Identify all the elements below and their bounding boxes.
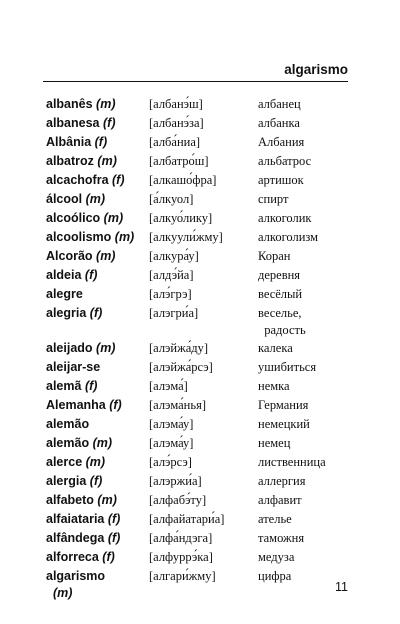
entry-transcription: [албанэ́за] xyxy=(149,116,204,130)
entry-row xyxy=(46,416,356,435)
entry-word: alcachofra xyxy=(46,173,109,187)
entry-translation: артишок xyxy=(258,173,304,187)
entry-transcription: [алэма́нья] xyxy=(149,398,206,412)
entry-row xyxy=(46,134,356,153)
entry-row xyxy=(46,454,356,473)
entry-transcription: [алэйжа́ду] xyxy=(149,341,209,355)
entry-translation: деревня xyxy=(258,268,301,282)
entry-row xyxy=(46,435,356,454)
entry-word: álcool xyxy=(46,192,83,206)
entry-row xyxy=(46,359,356,378)
entry-row xyxy=(46,153,356,172)
entry-translation: албанец xyxy=(258,97,301,111)
entry-translation: веселье, xyxy=(258,306,302,320)
entry-gender: (f) xyxy=(109,398,122,412)
entry-transcription: [алэма́у] xyxy=(149,436,194,450)
entry-gender: (m) xyxy=(96,341,116,355)
entry-row xyxy=(46,473,356,492)
entry-word: alfaiataria xyxy=(46,512,105,526)
entry-word: alemão xyxy=(46,436,90,450)
entry-translation: калека xyxy=(258,341,293,355)
entry-gender: (m) xyxy=(92,436,113,450)
entry-row xyxy=(46,549,356,568)
entry-transcription: [албатро́ш] xyxy=(149,154,209,168)
entry-gender: (f) xyxy=(84,379,98,393)
entry-translation: Албания xyxy=(258,135,305,149)
entry-translation: ушибиться xyxy=(258,360,317,374)
running-header: algarismo xyxy=(284,62,348,77)
entry-transcription: [алкура́у] xyxy=(149,249,199,263)
entry-row xyxy=(46,378,356,397)
entry-translation: ателье xyxy=(258,512,292,526)
entry-gender: (m) xyxy=(97,493,117,507)
entry-transcription: [алфайатари́а] xyxy=(149,512,225,526)
entry-word: alfândega xyxy=(46,531,105,545)
entry-word: alemã xyxy=(46,379,82,393)
entry-translation: спирт xyxy=(258,192,289,206)
entry-translation: Коран xyxy=(258,249,291,263)
entry-translation: алкоголик xyxy=(258,211,312,225)
entry-translation-continued: радость xyxy=(264,323,306,337)
entry-word: albatroz xyxy=(46,154,94,168)
entry-transcription: [алгари́жму] xyxy=(149,569,216,583)
entry-word: alcoolismo xyxy=(46,230,112,244)
entry-row xyxy=(46,511,356,530)
entry-row xyxy=(46,305,356,340)
entry-word: alerce xyxy=(46,455,83,469)
entry-row xyxy=(46,530,356,549)
entry-gender: (m) xyxy=(52,586,73,600)
entry-transcription: [алэ́грэ] xyxy=(149,287,192,301)
entry-gender: (f) xyxy=(112,173,125,187)
entry-word: Alemanha xyxy=(46,398,106,412)
entry-row xyxy=(46,248,356,267)
entry-gender: (m) xyxy=(97,154,117,168)
entry-translation: алфавит xyxy=(258,493,302,507)
entry-row xyxy=(46,229,356,248)
entry-transcription: [алэма́у] xyxy=(149,417,194,431)
entry-gender: (f) xyxy=(107,512,121,526)
entry-translation: альбатрос xyxy=(258,154,312,168)
entry-gender: (m) xyxy=(85,455,106,469)
entry-word: Alcorão xyxy=(46,249,93,263)
entry-gender: (f) xyxy=(89,306,103,320)
entry-word: Albânia xyxy=(46,135,92,149)
entry-transcription: [алба́ниа] xyxy=(149,135,201,149)
entry-row xyxy=(46,286,356,305)
entry-row xyxy=(46,397,356,416)
entry-transcription: [алфа́ндэга] xyxy=(149,531,213,545)
entry-translation: немецкий xyxy=(258,417,310,431)
entry-gender: (f) xyxy=(107,531,121,545)
entry-transcription: [алэйжа́рсэ] xyxy=(149,360,213,374)
entry-gender: (m) xyxy=(85,192,106,206)
header-rule xyxy=(43,81,348,82)
entry-translation: весёлый xyxy=(258,287,303,301)
entry-row xyxy=(46,191,356,210)
entry-transcription: [алдэ́йа] xyxy=(149,268,194,282)
entry-word: alegre xyxy=(46,287,83,301)
entry-gender: (m) xyxy=(96,249,116,263)
entry-translation: Германия xyxy=(258,398,309,412)
entry-gender: (m) xyxy=(114,230,135,244)
entry-transcription: [алфуррэ́ка] xyxy=(149,550,213,564)
entry-transcription: [албанэ́ш] xyxy=(149,97,203,111)
entry-gender: (m) xyxy=(96,97,116,111)
entry-word: aleijado xyxy=(46,341,93,355)
entry-word: alegria xyxy=(46,306,87,320)
entry-translation: немец xyxy=(258,436,291,450)
entry-word: algarismo xyxy=(46,569,106,583)
entry-row xyxy=(46,210,356,229)
entry-row xyxy=(46,267,356,286)
entry-transcription: [алэржи́а] xyxy=(149,474,202,488)
entry-transcription: [алкашо́фра] xyxy=(149,173,217,187)
entry-transcription: [алэ́рсэ] xyxy=(149,455,192,469)
entry-gender: (f) xyxy=(89,474,103,488)
entry-word: alforreca xyxy=(46,550,99,564)
entry-translation: медуза xyxy=(258,550,295,564)
entry-translation: лиственница xyxy=(258,455,326,469)
dictionary-entries xyxy=(46,96,356,604)
entry-gender: (m) xyxy=(103,211,124,225)
entry-transcription: [алфабэ́ту] xyxy=(149,493,207,507)
entry-translation: аллергия xyxy=(258,474,306,488)
entry-gender: (f) xyxy=(103,116,116,130)
entry-row xyxy=(46,492,356,511)
entry-word: aleijar-se xyxy=(46,360,101,374)
entry-row xyxy=(46,568,356,604)
entry-word: aldeia xyxy=(46,268,82,282)
entry-transcription: [алкуули́жму] xyxy=(149,230,223,244)
entry-word: alergia xyxy=(46,474,87,488)
entry-word: alemão xyxy=(46,417,90,431)
entry-word: albanês xyxy=(46,97,93,111)
entry-transcription: [а́лкуол] xyxy=(149,192,194,206)
entry-word: albanesa xyxy=(46,116,100,130)
entry-row xyxy=(46,115,356,134)
entry-row xyxy=(46,172,356,191)
page-number: 11 xyxy=(335,580,348,594)
entry-translation: немка xyxy=(258,379,290,393)
entry-translation: цифра xyxy=(258,569,292,583)
entry-gender: (f) xyxy=(84,268,98,282)
entry-word: alcoólico xyxy=(46,211,101,225)
entry-row xyxy=(46,340,356,359)
entry-transcription: [алэма́] xyxy=(149,379,188,393)
entry-word: alfabeto xyxy=(46,493,94,507)
entry-translation: алкоголизм xyxy=(258,230,319,244)
entry-translation: албанка xyxy=(258,116,300,130)
entry-transcription: [алкуо́лику] xyxy=(149,211,213,225)
entry-translation: таможня xyxy=(258,531,305,545)
entry-gender: (f) xyxy=(94,135,108,149)
entry-row xyxy=(46,96,356,115)
entry-gender: (f) xyxy=(102,550,115,564)
entry-transcription: [алэгри́а] xyxy=(149,306,199,320)
